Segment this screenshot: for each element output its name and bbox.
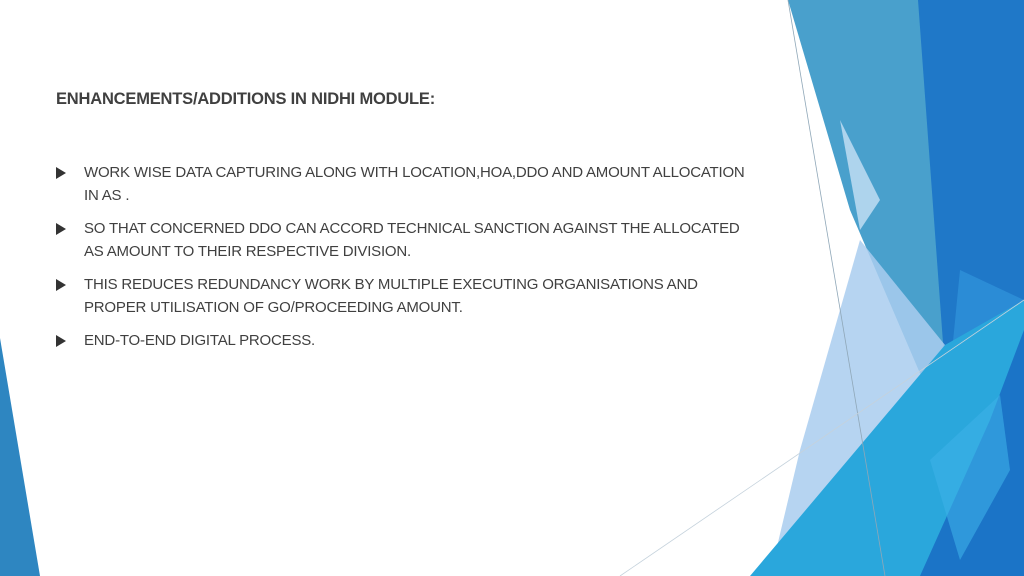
triangle-bullet-icon bbox=[56, 167, 66, 179]
list-item bbox=[56, 217, 756, 263]
bullet-text: END-TO-END DIGITAL PROCESS. bbox=[84, 332, 316, 349]
list-item bbox=[56, 161, 756, 207]
left-edge-shape bbox=[0, 338, 40, 576]
bullet-text: WORK WISE DATA CAPTURING ALONG WITH LOCATION,HOA,DDO AND AMOUNT ALLOCATION IN AS . bbox=[84, 164, 745, 204]
slide-title: ENHANCEMENTS/ADDITIONS IN NIDHI MODULE: bbox=[56, 90, 436, 108]
triangle-bullet-icon bbox=[56, 335, 66, 347]
bullet-text: SO THAT CONCERNED DDO CAN ACCORD TECHNICAL SANCTION AGAINST THE ALLOCATED AS AMOUNT TO THEIR RESPECTIVE DIVISION. bbox=[84, 220, 740, 260]
list-item bbox=[56, 273, 756, 319]
bullet-text: THIS REDUCES REDUNDANCY WORK BY MULTIPLE EXECUTING ORGANISATIONS AND PROPER UTILISATION OF GO/PROCEEDING AMOUNT. bbox=[84, 276, 698, 316]
list-item bbox=[56, 329, 756, 352]
bullet-list bbox=[56, 161, 756, 362]
triangle-bullet-icon bbox=[56, 279, 66, 291]
triangle-bullet-icon bbox=[56, 223, 66, 235]
